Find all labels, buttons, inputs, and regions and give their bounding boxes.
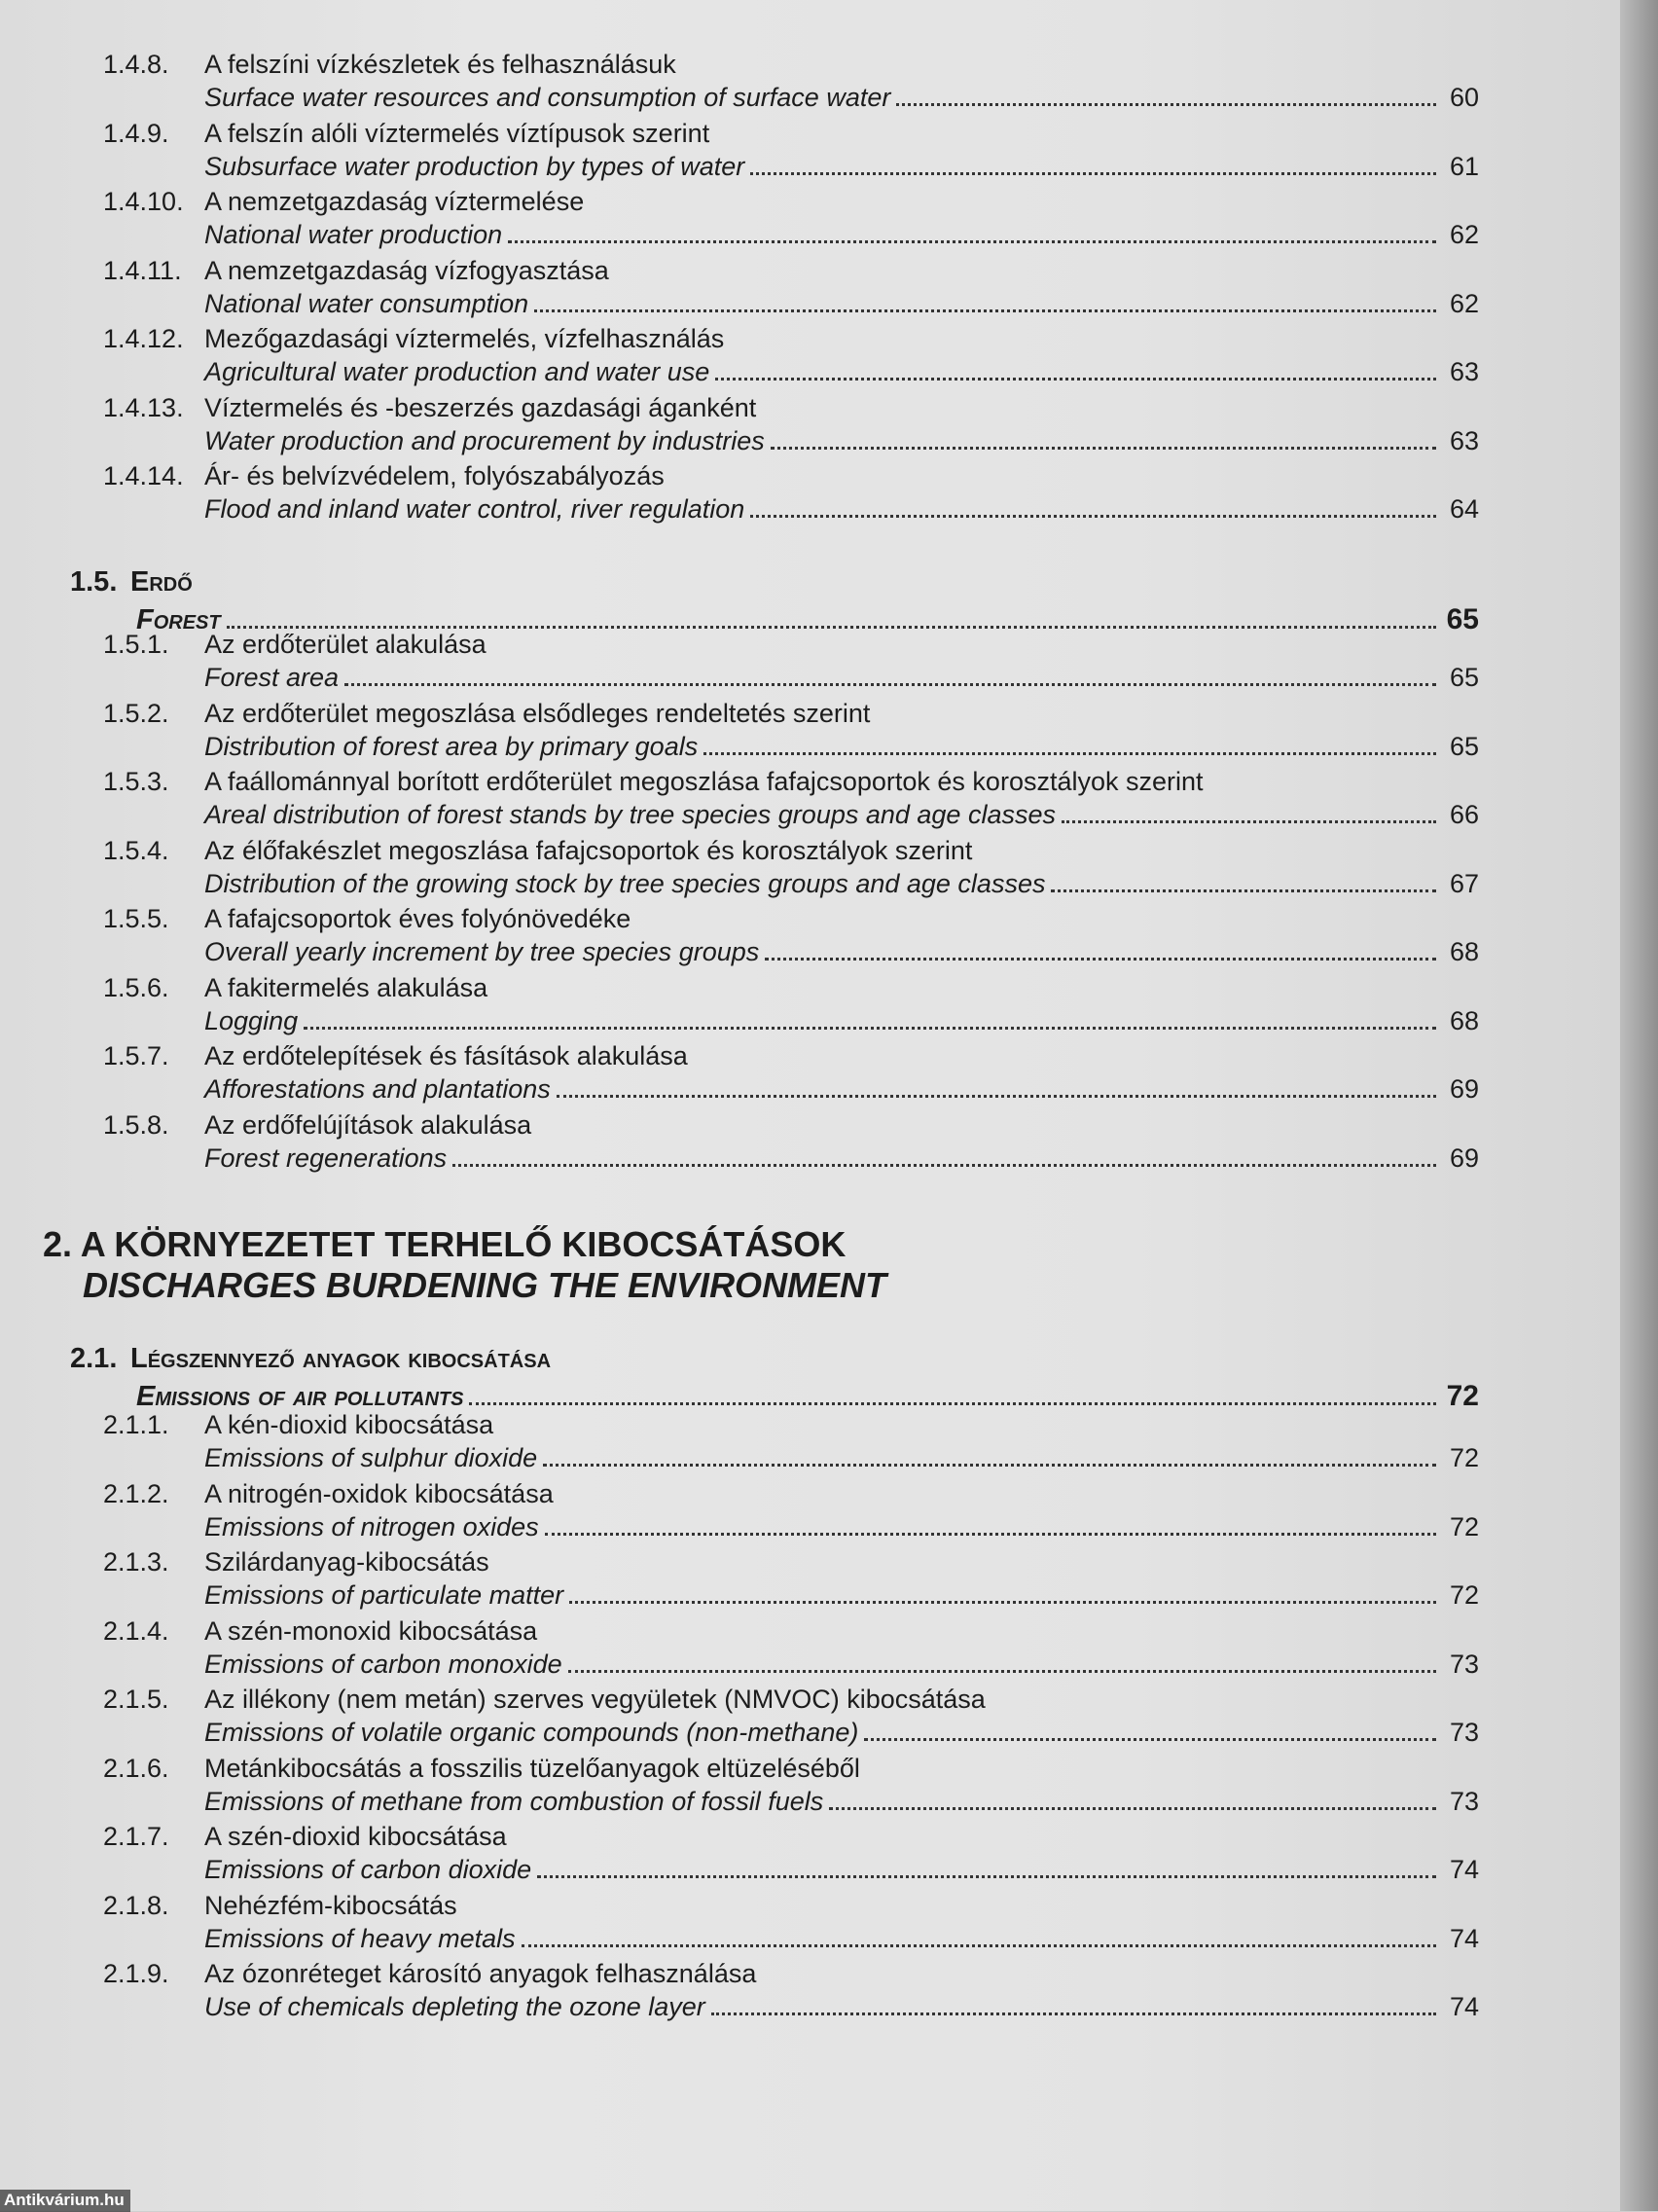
entry-title-english: Emissions of methane from combustion of fossil fuels — [204, 1786, 824, 1816]
section-title-hungarian: Erdő — [130, 566, 193, 598]
entry-title-hungarian: A felszíni vízkészletek és felhasználásuk — [204, 50, 676, 79]
entry-english-line — [204, 356, 1479, 388]
page-number: 74 — [1449, 1923, 1479, 1953]
entry-title-english: Subsurface water production by types of water — [204, 151, 745, 181]
entry-title-english: Emissions of carbon monoxide — [204, 1649, 562, 1679]
entry-title-hungarian: Mezőgazdasági víztermelés, vízfelhasználás — [204, 324, 725, 353]
entry-english-line — [204, 1717, 1479, 1749]
entry-title-english: Emissions of carbon dioxide — [204, 1855, 532, 1884]
entry-title-hungarian: A szén-monoxid kibocsátása — [204, 1615, 538, 1646]
entry-title-hungarian: Metánkibocsátás a fosszilis tüzelőanyagok eltüzeléséből — [204, 1753, 860, 1783]
entry-title-english: National water consumption — [204, 288, 529, 318]
page-number: 73 — [1449, 1718, 1479, 1747]
entry-number: 2.1.2. — [103, 1478, 169, 1508]
entry-english-line — [204, 936, 1479, 968]
entry-english-line — [204, 662, 1479, 694]
entry-number: 2.1.1. — [103, 1410, 169, 1439]
section-english-line — [136, 1380, 1479, 1413]
entry-number: 2.1.8. — [103, 1890, 169, 1920]
entry-title-english: Water production and procurement by industries — [204, 425, 765, 455]
dot-leader — [715, 378, 1436, 381]
entry-title-english: Distribution of the growing stock by tree species groups and age classes — [204, 868, 1046, 898]
page-number: 68 — [1449, 1005, 1479, 1035]
entry-number: 1.4.14. — [103, 461, 184, 490]
entry-english-line — [204, 493, 1479, 526]
entry-number: 2.1.6. — [103, 1753, 169, 1783]
page-number: 63 — [1449, 357, 1479, 386]
entry-english-line — [204, 1442, 1479, 1474]
entry-english-line — [204, 1005, 1479, 1037]
entry-number: 2.1.4. — [103, 1615, 169, 1646]
entry-title-english: Agricultural water production and water use — [204, 357, 710, 386]
section-title-hungarian: Légszennyező anyagok kibocsátása — [130, 1343, 552, 1374]
section-page-number: 65 — [1446, 603, 1479, 635]
entry-title-english: Use of chemicals depleting the ozone layer — [204, 1992, 705, 2021]
entry-title-english: National water production — [204, 220, 503, 249]
page-number: 64 — [1449, 494, 1479, 524]
entry-number: 1.5.4. — [103, 835, 169, 865]
entry-title-hungarian: A kén-dioxid kibocsátása — [204, 1410, 494, 1439]
page-number: 72 — [1449, 1580, 1479, 1610]
entry-title-english: Distribution of forest area by primary goals — [204, 731, 699, 761]
section-title-english: Forest — [136, 604, 221, 635]
entry-english-line — [204, 288, 1479, 320]
dot-leader — [469, 1402, 1436, 1405]
entry-english-line — [204, 219, 1479, 251]
entry-title-hungarian: A szén-dioxid kibocsátása — [204, 1822, 507, 1851]
page-number: 73 — [1449, 1786, 1479, 1816]
entry-title-hungarian: A fafajcsoportok éves folyónövedéke — [204, 904, 631, 933]
entry-number: 1.5.3. — [103, 767, 169, 796]
dot-leader — [864, 1738, 1436, 1741]
chapter-title-hungarian: 2. A KÖRNYEZETET TERHELŐ KIBOCSÁTÁSOK — [43, 1224, 847, 1264]
entry-title-english: Flood and inland water control, river regulation — [204, 494, 745, 524]
entry-english-line — [204, 799, 1479, 831]
page-number: 72 — [1449, 1511, 1479, 1541]
section-title-english: Emissions of air pollutants — [136, 1381, 464, 1412]
entry-number: 1.5.5. — [103, 904, 169, 933]
dot-leader — [1062, 820, 1436, 823]
chapter-heading — [43, 1224, 886, 1306]
dot-leader — [508, 240, 1436, 243]
page-number: 61 — [1449, 151, 1479, 181]
entry-english-line — [204, 1579, 1479, 1612]
entry-english-line — [204, 1649, 1479, 1681]
dot-leader — [557, 1095, 1436, 1098]
entry-english-line — [204, 151, 1479, 183]
page-number: 73 — [1449, 1649, 1479, 1679]
page-number: 65 — [1449, 663, 1479, 692]
entry-title-english: Areal distribution of forest stands by tree species groups and age classes — [204, 800, 1056, 829]
entry-number: 1.4.9. — [103, 118, 169, 148]
entry-title-hungarian: Az erdőfelújítások alakulása — [204, 1109, 532, 1140]
dot-leader — [750, 515, 1436, 518]
dot-leader — [568, 1670, 1436, 1673]
entry-english-line — [204, 1142, 1479, 1175]
watermark: Antikvárium.hu — [0, 2190, 130, 2212]
entry-title-hungarian: Ár- és belvízvédelem, folyószabályozás — [204, 461, 665, 490]
entry-title-english: Emissions of nitrogen oxides — [204, 1511, 539, 1541]
entry-title-hungarian: A faállománnyal borított erdőterület megoszlása fafajcsoportok és korosztályok szerint — [204, 767, 1204, 796]
entry-title-english: Emissions of particulate matter — [204, 1580, 564, 1610]
entry-number: 2.1.9. — [103, 1959, 169, 1988]
entry-title-hungarian: Az erdőterület alakulása — [204, 630, 487, 659]
page-number: 74 — [1449, 1855, 1479, 1884]
entry-english-line — [204, 1786, 1479, 1818]
dot-leader — [304, 1027, 1436, 1030]
dot-leader — [711, 2013, 1436, 2015]
dot-leader — [829, 1807, 1436, 1810]
entry-english-line — [204, 1923, 1479, 1955]
entry-title-hungarian: Az erdőtelepítések és fásítások alakulása — [204, 1041, 688, 1070]
dot-leader — [1051, 889, 1436, 892]
page-number: 62 — [1449, 288, 1479, 318]
entry-title-english: Forest regenerations — [204, 1142, 448, 1173]
dot-leader — [703, 752, 1436, 755]
page-number: 69 — [1449, 1074, 1479, 1104]
entry-title-english: Overall yearly increment by tree species groups — [204, 937, 760, 966]
section-page-number: 72 — [1446, 1380, 1479, 1412]
entry-title-hungarian: A felszín alóli víztermelés víztípusok szerint — [204, 118, 710, 148]
dot-leader — [452, 1164, 1436, 1167]
dot-leader — [771, 447, 1436, 450]
section-number: 1.5. — [70, 566, 118, 598]
entry-number: 1.5.1. — [103, 630, 169, 659]
entry-title-hungarian: A nitrogén-oxidok kibocsátása — [204, 1478, 554, 1508]
page-number: 67 — [1449, 868, 1479, 898]
section-number: 2.1. — [70, 1343, 118, 1374]
entry-title-hungarian: Nehézfém-kibocsátás — [204, 1890, 457, 1920]
entry-english-line — [204, 82, 1479, 114]
entry-title-english: Emissions of volatile organic compounds (non-methane) — [204, 1718, 859, 1747]
entry-number: 1.4.8. — [103, 50, 169, 79]
entry-title-english: Afforestations and plantations — [204, 1074, 551, 1104]
entry-title-hungarian: Szilárdanyag-kibocsátás — [204, 1547, 489, 1577]
page-number: 65 — [1449, 731, 1479, 761]
entry-english-line — [204, 425, 1479, 457]
entry-number: 1.4.13. — [103, 392, 184, 422]
entry-number: 2.1.5. — [103, 1685, 169, 1714]
entry-number: 2.1.3. — [103, 1547, 169, 1577]
page-number: 63 — [1449, 425, 1479, 455]
chapter-title-english: DISCHARGES BURDENING THE ENVIRONMENT — [83, 1265, 887, 1305]
dot-leader — [522, 1944, 1436, 1947]
dot-leader — [545, 1533, 1436, 1536]
entry-number: 2.1.7. — [103, 1822, 169, 1851]
entry-number: 1.5.8. — [103, 1109, 169, 1140]
entry-title-hungarian: Víztermelés és -beszerzés gazdasági áganként — [204, 392, 757, 422]
entry-title-hungarian: Az erdőterület megoszlása elsődleges rendeltetés szerint — [204, 698, 871, 728]
dot-leader — [765, 958, 1436, 961]
entry-title-english: Logging — [204, 1005, 299, 1035]
entry-english-line — [204, 1991, 1479, 2023]
page-number: 68 — [1449, 937, 1479, 966]
dot-leader — [896, 103, 1436, 106]
dot-leader — [569, 1601, 1436, 1604]
entry-english-line — [204, 868, 1479, 900]
page-edge-shadow — [1620, 0, 1658, 2211]
entry-title-hungarian: Az illékony (nem metán) szerves vegyületek (NMVOC) kibocsátása — [204, 1685, 986, 1714]
entry-title-english: Surface water resources and consumption of surface water — [204, 83, 891, 112]
entry-number: 1.4.12. — [103, 324, 184, 353]
entry-title-hungarian: A nemzetgazdaság vízfogyasztása — [204, 255, 609, 285]
entry-title-hungarian: A nemzetgazdaság víztermelése — [204, 187, 585, 216]
entry-title-english: Emissions of heavy metals — [204, 1923, 516, 1953]
dot-leader — [534, 309, 1436, 312]
entry-english-line — [204, 1073, 1479, 1106]
entry-number: 1.5.2. — [103, 698, 169, 728]
entry-title-english: Forest area — [204, 663, 340, 692]
entry-title-english: Emissions of sulphur dioxide — [204, 1443, 538, 1472]
page-number: 60 — [1449, 83, 1479, 112]
entry-number: 1.4.10. — [103, 187, 184, 216]
entry-title-hungarian: Az ózonréteget károsító anyagok felhasználása — [204, 1959, 757, 1988]
entry-english-line — [204, 731, 1479, 763]
page-number: 72 — [1449, 1443, 1479, 1472]
page-number: 74 — [1449, 1992, 1479, 2021]
entry-title-hungarian: Az élőfakészlet megoszlása fafajcsoportok és korosztályok szerint — [204, 835, 973, 865]
entry-number: 1.4.11. — [103, 255, 182, 285]
entry-number: 1.5.6. — [103, 972, 169, 1002]
entry-english-line — [204, 1511, 1479, 1543]
dot-leader — [750, 172, 1436, 175]
page-number: 66 — [1449, 800, 1479, 829]
page-number: 62 — [1449, 220, 1479, 249]
dot-leader — [344, 683, 1436, 686]
dot-leader — [543, 1464, 1436, 1467]
entry-number: 1.5.7. — [103, 1041, 169, 1070]
dot-leader — [537, 1875, 1436, 1878]
page-number: 69 — [1449, 1142, 1479, 1173]
entry-english-line — [204, 1854, 1479, 1886]
entry-title-hungarian: A fakitermelés alakulása — [204, 972, 488, 1002]
